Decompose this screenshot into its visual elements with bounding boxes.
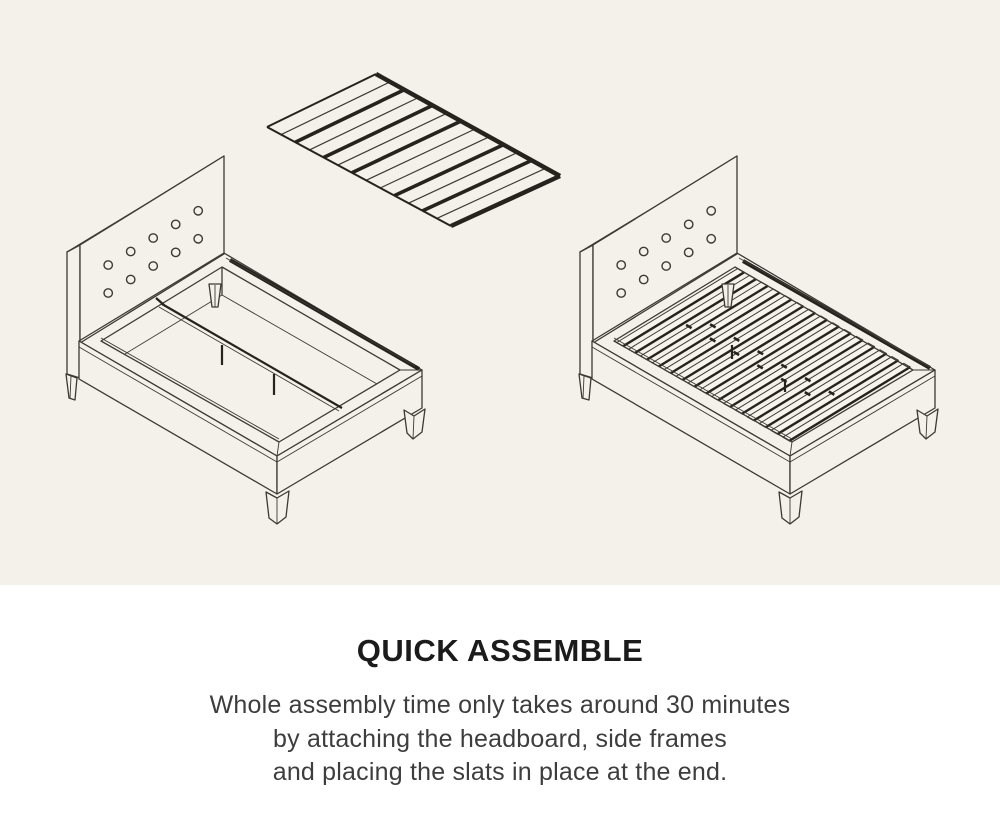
description-line: Whole assembly time only takes around 30 minutes	[209, 691, 791, 719]
caption-section	[0, 585, 1000, 825]
section-description	[0, 689, 1000, 790]
description-line: and placing the slats in place at the end.	[272, 758, 728, 786]
section-heading: QUICK ASSEMBLE	[356, 633, 644, 668]
left-center-rail	[156, 298, 342, 411]
slat-panel-icon	[267, 74, 560, 226]
left-bed-icon	[66, 156, 425, 524]
description-line: by attaching the headboard, side frames	[273, 724, 727, 753]
right-bed-icon	[579, 156, 938, 524]
